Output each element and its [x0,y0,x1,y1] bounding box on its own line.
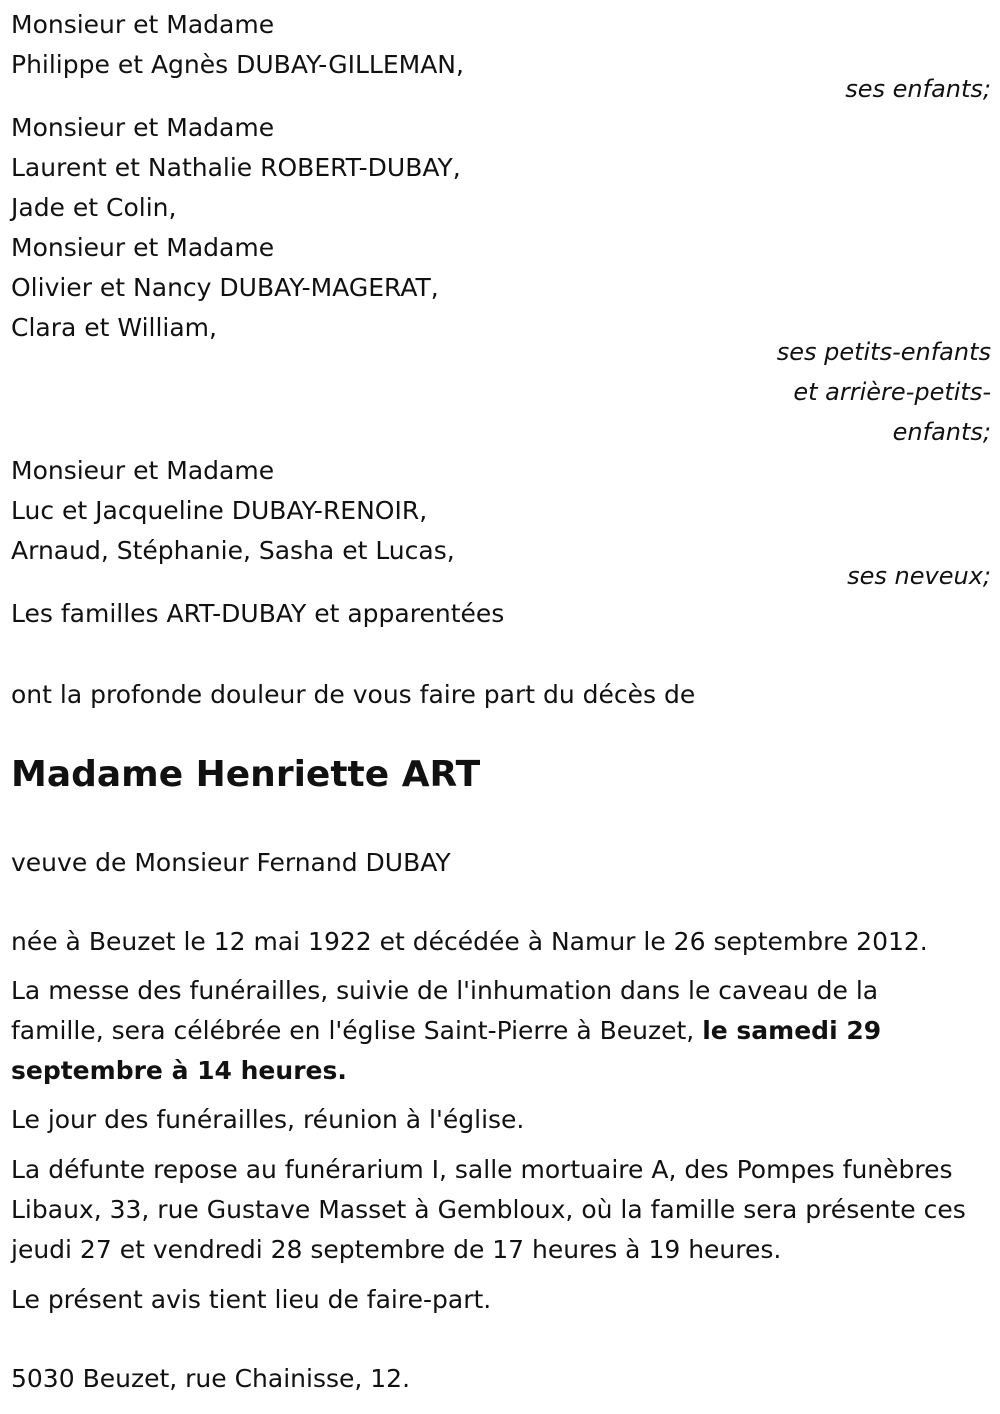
nephews-block [11,451,991,571]
notice-line: Le présent avis tient lieu de faire-part. [11,1285,492,1314]
grandchildren-role-line: ses petits-enfants [776,338,991,366]
grandchildren-block [11,108,991,348]
address-line: 5030 Beuzet, rue Chainisse, 12. [11,1364,411,1393]
children-line: Philippe et Agnès DUBAY-GILLEMAN, [11,50,464,79]
grandchildren-line: Clara et William, [11,313,217,342]
children-line: Monsieur et Madame [11,10,275,39]
grandchildren-role-line: et arrière-petits- [793,378,991,406]
funeral-paragraph [11,971,971,1091]
announcement-line: ont la profonde douleur de vous faire part du décès de [11,680,696,709]
grandchildren-line: Olivier et Nancy DUBAY-MAGERAT, [11,273,439,302]
meeting-line: Le jour des funérailles, réunion à l'église. [11,1105,525,1134]
widow-of-line: veuve de Monsieur Fernand DUBAY [11,848,451,877]
grandchildren-line: Laurent et Nathalie ROBERT-DUBAY, [11,153,461,182]
families-line: Les familles ART-DUBAY et apparentées [11,599,505,628]
funeral-date: le samedi 29 septembre à 14 heures. [11,1016,882,1085]
grandchildren-role-line: enfants; [892,418,991,446]
grandchildren-line: Jade et Colin, [11,193,177,222]
nephews-role: ses neveux; [847,562,991,590]
grandchildren-line: Monsieur et Madame [11,233,275,262]
funeral-text: La messe des funérailles, suivie de l'inhumation dans le caveau de la famille, sera célébrée en l'église Saint-Pierre à Beuzet, [11,976,879,1045]
nephews-line: Monsieur et Madame [11,456,275,485]
nephews-line: Luc et Jacqueline DUBAY-RENOIR, [11,496,428,525]
nephews-line: Arnaud, Stéphanie, Sasha et Lucas, [11,536,455,565]
repose-paragraph: La défunte repose au funérarium I, salle mortuaire A, des Pompes funèbres Libaux, 33, rue Gustave Masset à Gembloux, où la famille sera présente ces jeudi 27 et vendredi 28 septembre de 17 heures à 19 heures. [11,1155,966,1264]
grandchildren-role [11,332,991,452]
deceased-name: Madame Henriette ART [11,754,481,795]
grandchildren-line: Monsieur et Madame [11,113,275,142]
birth-death-line: née à Beuzet le 12 mai 1922 et décédée à Namur le 26 septembre 2012. [11,927,928,956]
children-role: ses enfants; [845,75,991,103]
